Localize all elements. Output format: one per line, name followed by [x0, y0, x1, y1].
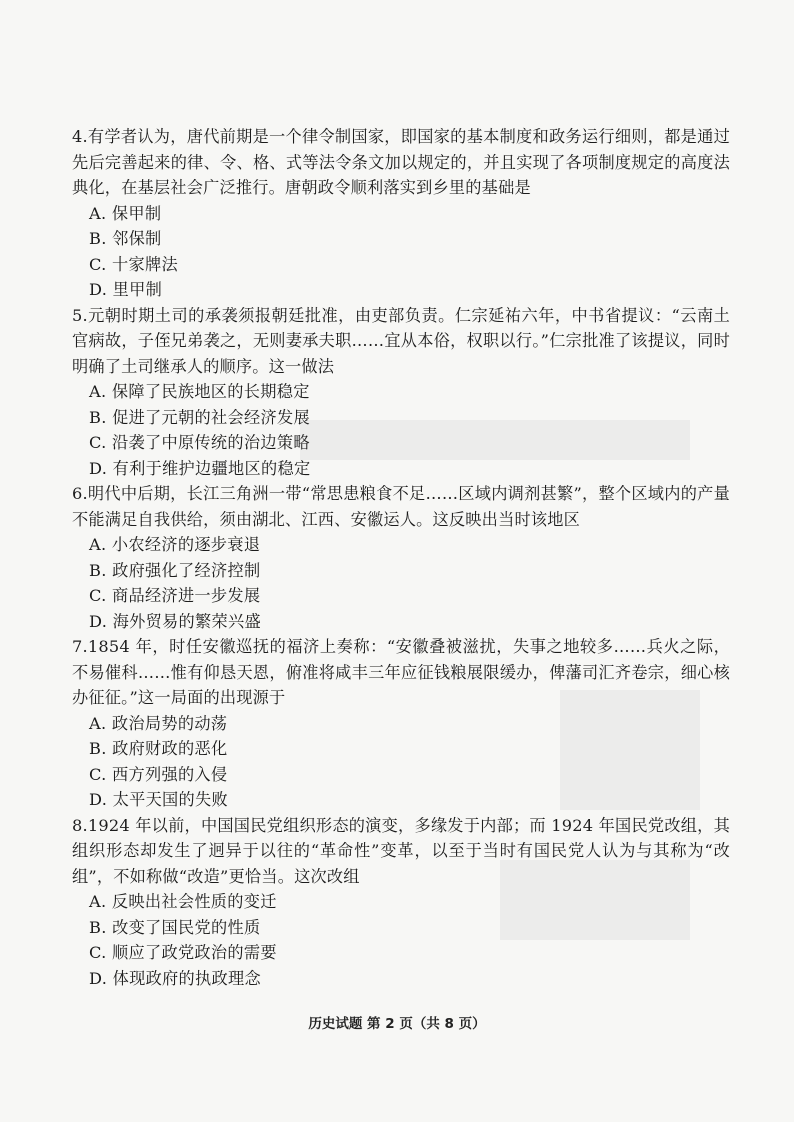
option-a: A. 小农经济的逐步衰退 [89, 535, 261, 554]
question-number: 6. [72, 484, 88, 503]
question-6 [72, 481, 730, 634]
option-c: C. 西方列强的入侵 [89, 764, 228, 784]
question-number: 8. [72, 815, 88, 835]
question-5 [72, 303, 730, 482]
page-footer: 历史试题 第 2 页（共 8 页） [308, 1016, 486, 1032]
option-d: D. 海外贸易的繁荣兴盛 [89, 611, 261, 631]
question-stem: 元朝时期土司的承袭须报朝廷批准，由吏部负责。仁宗延祐六年，中书省提议：“云南土官病故，子侄兄弟袭之，无则妻承夫职……宜从本俗，权职以行。”仁宗批准了该提议，同时明确了土司继承人的顺序。这一做法 [72, 305, 730, 376]
option-list [72, 201, 730, 303]
question-stem: 有学者认为，唐代前期是一个律令制国家，即国家的基本制度和政务运行细则，都是通过先后完善起来的律、令、格、式等法令条文加以规定的，并且实现了各项制度规定的高度法典化，在基层社会广泛推行。唐朝政令顺利落实到乡里的基础是 [72, 127, 730, 197]
question-stem: 1924 年以前，中国国民党组织形态的演变，多缘发于内部；而 1924 年国民党改组，其组织形态却发生了迥异于以往的“革命性”变革，以至于当时有国民党人认为与其称为“改组”，不如称做“改造”更恰当。这次改组 [72, 815, 730, 886]
option-a: A. 保障了民族地区的长期稳定 [89, 382, 310, 401]
option-a: A. 保甲制 [89, 203, 162, 223]
question-7 [72, 634, 730, 813]
option-list [72, 532, 730, 634]
option-c: C. 十家牌法 [89, 254, 178, 274]
option-c: C. 顺应了政党政治的需要 [89, 943, 277, 962]
question-number: 5. [72, 305, 88, 325]
option-a: A. 反映出社会性质的变迁 [89, 892, 277, 911]
option-d: D. 里甲制 [89, 280, 163, 299]
question-8 [72, 813, 730, 992]
option-b: B. 邻保制 [89, 229, 162, 248]
question-4 [72, 124, 730, 303]
option-list [72, 711, 730, 813]
option-b: B. 改变了国民党的性质 [89, 917, 261, 937]
option-list [72, 379, 730, 481]
question-number: 4. [72, 127, 88, 146]
question-number: 7. [72, 637, 88, 656]
option-d: D. 体现政府的执政理念 [89, 968, 261, 988]
option-c: C. 商品经济进一步发展 [89, 586, 261, 605]
question-list [72, 124, 730, 991]
question-stem: 明代中后期，长江三角洲一带“常思患粮食不足……区域内调剂甚繁”，整个区域内的产量不能满足自我供给，须由湖北、江西、安徽运人。这反映出当时该地区 [72, 484, 730, 529]
option-b: B. 政府财政的恶化 [89, 739, 228, 758]
option-d: D. 有利于维护边疆地区的稳定 [89, 458, 311, 478]
option-d: D. 太平天国的失败 [89, 790, 229, 809]
option-c: C. 沿袭了中原传统的治边策略 [89, 433, 310, 452]
option-b: B. 促进了元朝的社会经济发展 [89, 407, 310, 427]
question-stem: 1854 年，时任安徽巡抚的福济上奏称：“安徽叠被滋扰，失事之地较多……兵火之际，不易催科……惟有仰恳天恩，俯准将咸丰三年应征钱粮展限缓办，俾藩司汇齐卷宗，细心核办征征。”这一局面的出现源于 [72, 637, 730, 707]
option-list [72, 889, 730, 991]
option-a: A. 政治局势的动荡 [89, 713, 228, 733]
option-b: B. 政府强化了经济控制 [89, 560, 261, 580]
